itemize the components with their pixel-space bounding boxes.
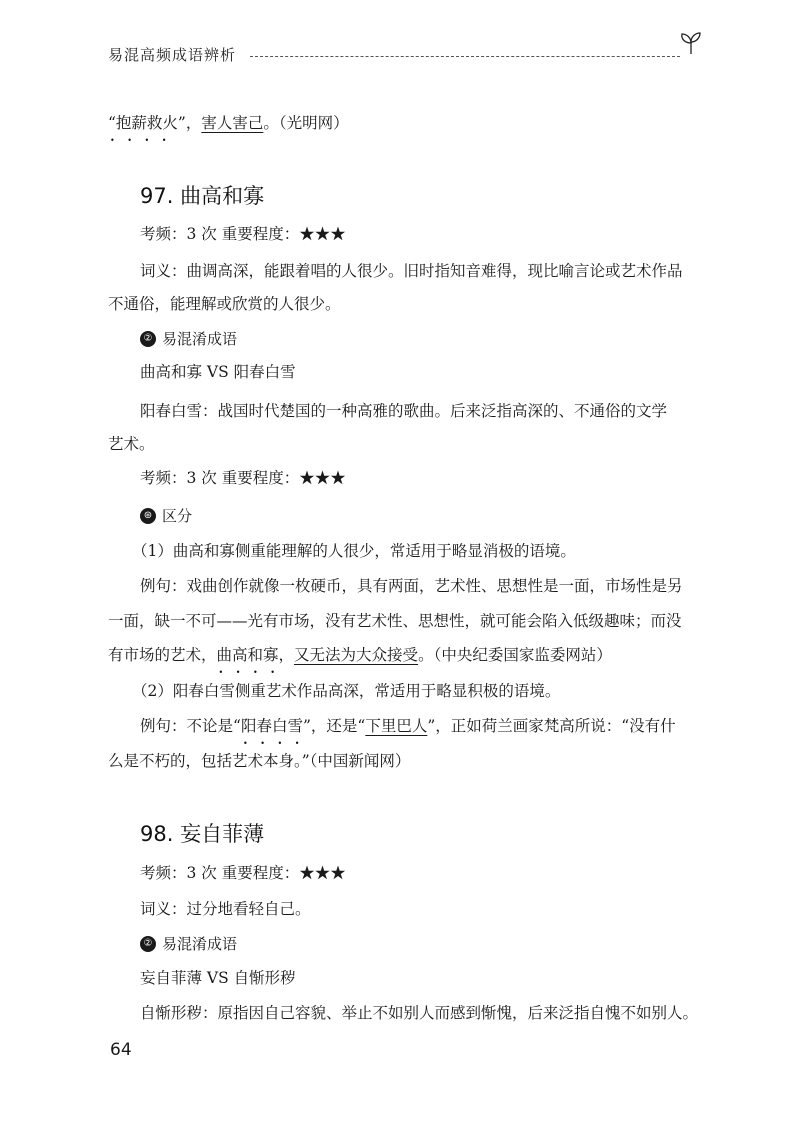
- example-1-line-2: 一面，缺一不可——光有市场，没有艺术性、思想性，就可能会陷入低级趣味；而没: [108, 612, 682, 630]
- entry-title-98: 98. 妄自菲薄: [140, 822, 265, 846]
- alt-frequency-line: 考频：3 次 重要程度：★★★: [140, 469, 346, 487]
- source-citation: （光明网）: [278, 114, 349, 132]
- alt-definition-line: 自惭形秽：原指因自己容貌、举止不如别人而感到惭愧，后来泛指自愧不如别人。: [140, 1004, 699, 1022]
- underlined-text: 又无法为大众接受: [294, 646, 419, 664]
- underlined-text: 害人害己: [201, 114, 264, 132]
- difference-point-2: （2）阳春白雪侧重艺术作品高深，常适用于略显积极的语境。: [132, 682, 561, 700]
- running-header: 易混高频成语辨析: [108, 46, 237, 64]
- emphasis-text: 阳春白雪 • • • •: [241, 715, 303, 737]
- difference-point-1: （1）曲高和寡侧重能理解的人很少，常适用于略显消极的语境。: [132, 542, 576, 560]
- distinguish-icon: ⊛: [140, 508, 156, 524]
- intro-line: “抱薪救火”， • • • •害人害己。（光明网）: [108, 112, 349, 134]
- definition-line-1: 词义：曲调高深，能跟着唱的人很少。旧时指知音难得，现比喻言论或艺术作品: [140, 262, 683, 280]
- underlined-text: 下里巴人: [365, 717, 428, 735]
- emphasis-text: 曲高和寡 • • • •: [217, 644, 279, 666]
- number-badge-icon: ②: [140, 331, 156, 347]
- difference-heading: ⊛ 区分: [140, 505, 192, 526]
- example-2-line-1: 例句：不论是“阳春白雪 • • • •”，还是“下里巴人”，正如荷兰画家梵高所说：“没有什: [140, 715, 676, 737]
- definition-line-2: 不通俗，能理解或欣赏的人很少。: [108, 295, 341, 313]
- frequency-line: 考频：3 次 重要程度：★★★: [140, 864, 346, 882]
- emphasis-text: “抱薪救火”， • • • •: [108, 112, 201, 134]
- alt-definition-line-1: 阳春白雪：战国时代楚国的一种高雅的歌曲。后来泛指高深的、不通俗的文学: [140, 402, 668, 420]
- frequency-line: 考频：3 次 重要程度：★★★: [140, 225, 346, 243]
- example-1-line-3: 有市场的艺术，曲高和寡 • • • •，又无法为大众接受。（中央纪委国家监委网站）: [108, 644, 612, 666]
- example-1-line-1: 例句：戏曲创作就像一枚硬币，具有两面，艺术性、思想性是一面，市场性是另: [140, 577, 683, 595]
- confusable-pair: 曲高和寡 VS 阳春白雪: [140, 363, 296, 381]
- alt-definition-line-2: 艺术。: [108, 435, 155, 453]
- example-2-line-2: 么是不朽的，包括艺术本身。”（中国新闻网）: [108, 752, 411, 770]
- confusable-heading: ② 易混淆成语: [140, 328, 237, 349]
- definition-line: 词义：过分地看轻自己。: [140, 900, 311, 918]
- confusable-heading: ② 易混淆成语: [140, 933, 237, 954]
- header-divider: [250, 56, 680, 57]
- page-number: 64: [110, 1040, 132, 1060]
- confusable-pair: 妄自菲薄 VS 自惭形秽: [140, 969, 296, 987]
- number-badge-icon: ②: [140, 936, 156, 952]
- entry-title-97: 97. 曲高和寡: [140, 184, 265, 208]
- sprout-icon: [678, 30, 704, 56]
